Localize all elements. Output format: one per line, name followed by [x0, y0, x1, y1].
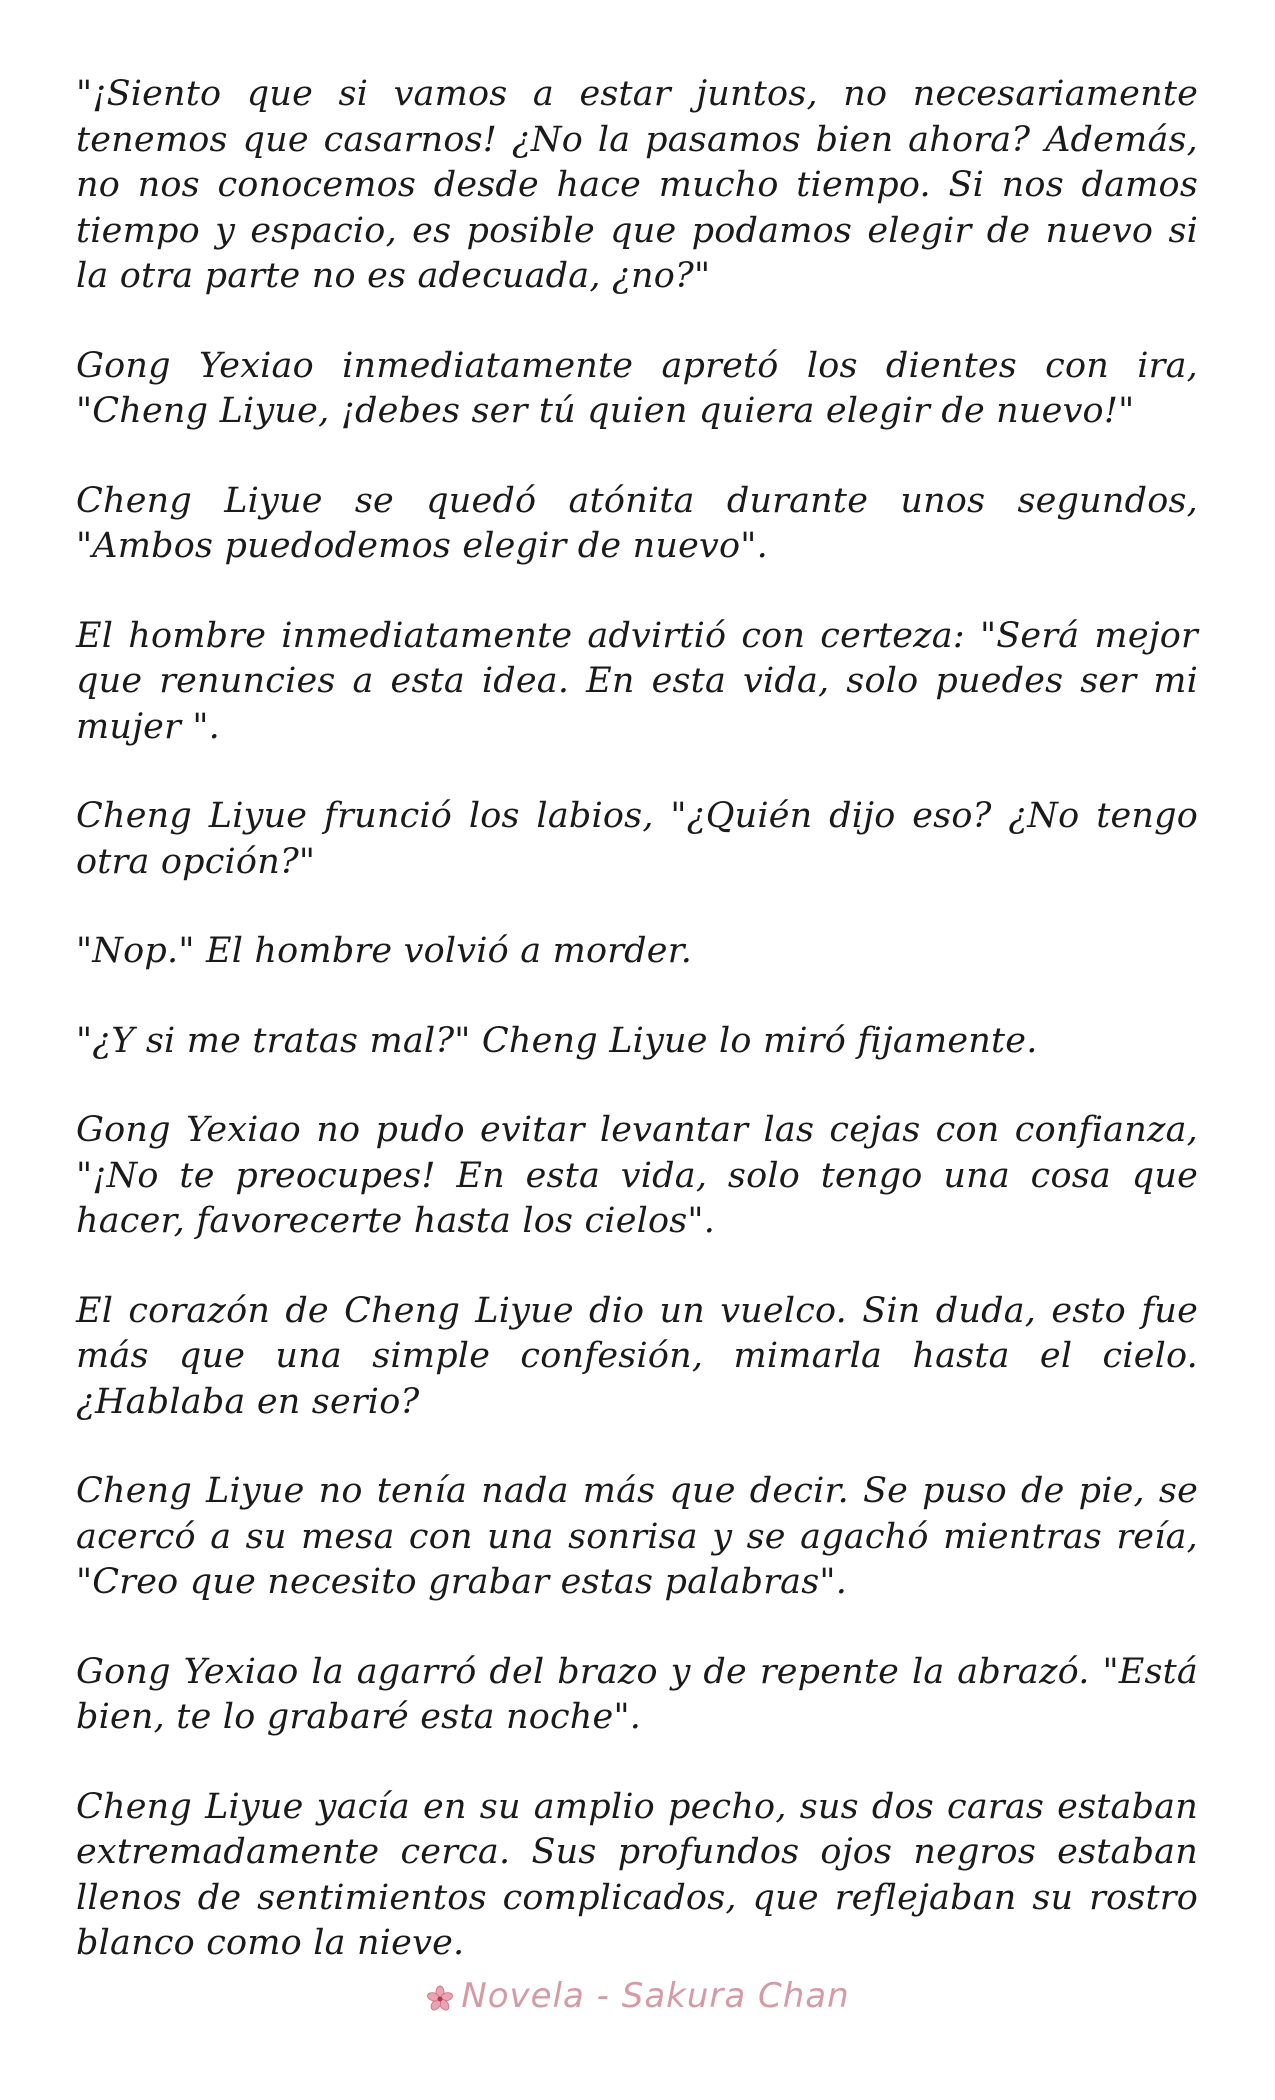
paragraph-1: "¡Siento que si vamos a estar juntos, no necesariamente tenemos que casarnos! ¿No la pasamos bien ahora? Además, no nos conocemos desde hace mucho tiempo. Si nos damos tiempo y espacio, es posible que podamos elegir de nuevo si la otra parte no es adecuada, ¿no?" — [76, 74, 1198, 296]
paragraph-11: Gong Yexiao la agarró del brazo y de repente la abrazó. "Está bien, te lo grabaré esta noche". — [76, 1651, 1198, 1737]
watermark-text: Novela - Sakura Chan — [461, 1976, 850, 2016]
paragraph-3: Cheng Liyue se quedó atónita durante unos segundos, "Ambos puedodemos elegir de nuevo". — [76, 480, 1198, 566]
paragraph-12: Cheng Liyue yacía en su amplio pecho, sus dos caras estaban extremadamente cerca. Sus profundos ojos negros estaban llenos de sentimientos complicados, que reflejaban su rostro blanco como la nieve. — [76, 1786, 1198, 1963]
paragraph-2: Gong Yexiao inmediatamente apretó los dientes con ira, "Cheng Liyue, ¡debes ser tú quien quiera elegir de nuevo!" — [76, 345, 1198, 431]
paragraph-6: "Nop." El hombre volvió a morder. — [76, 931, 693, 971]
sakura-flower-icon — [425, 1983, 455, 2013]
paragraph-9: El corazón de Cheng Liyue dio un vuelco. Sin duda, esto fue más que una simple confesión, mimarla hasta el cielo. ¿Hablaba en serio? — [76, 1290, 1198, 1422]
document-body — [76, 72, 1198, 2011]
paragraph-4: El hombre inmediatamente advirtió con certeza: "Será mejor que renuncies a esta idea. En esta vida, solo puedes ser mi mujer ". — [76, 615, 1198, 747]
paragraph-5: Cheng Liyue frunció los labios, "¿Quién dijo eso? ¿No tengo otra opción?" — [76, 796, 1198, 882]
paragraph-8: Gong Yexiao no pudo evitar levantar las cejas con confianza, "¡No te preocupes! En esta vida, solo tengo una cosa que hacer, favorecerte hasta los cielos". — [76, 1110, 1198, 1241]
paragraph-10: Cheng Liyue no tenía nada más que decir. Se puso de pie, se acercó a su mesa con una sonrisa y se agachó mientras reía, "Creo que necesito grabar estas palabras". — [76, 1471, 1198, 1602]
paragraph-7: "¿Y si me tratas mal?" Cheng Liyue lo miró fijamente. — [76, 1020, 1038, 1061]
watermark — [0, 1976, 1275, 2016]
